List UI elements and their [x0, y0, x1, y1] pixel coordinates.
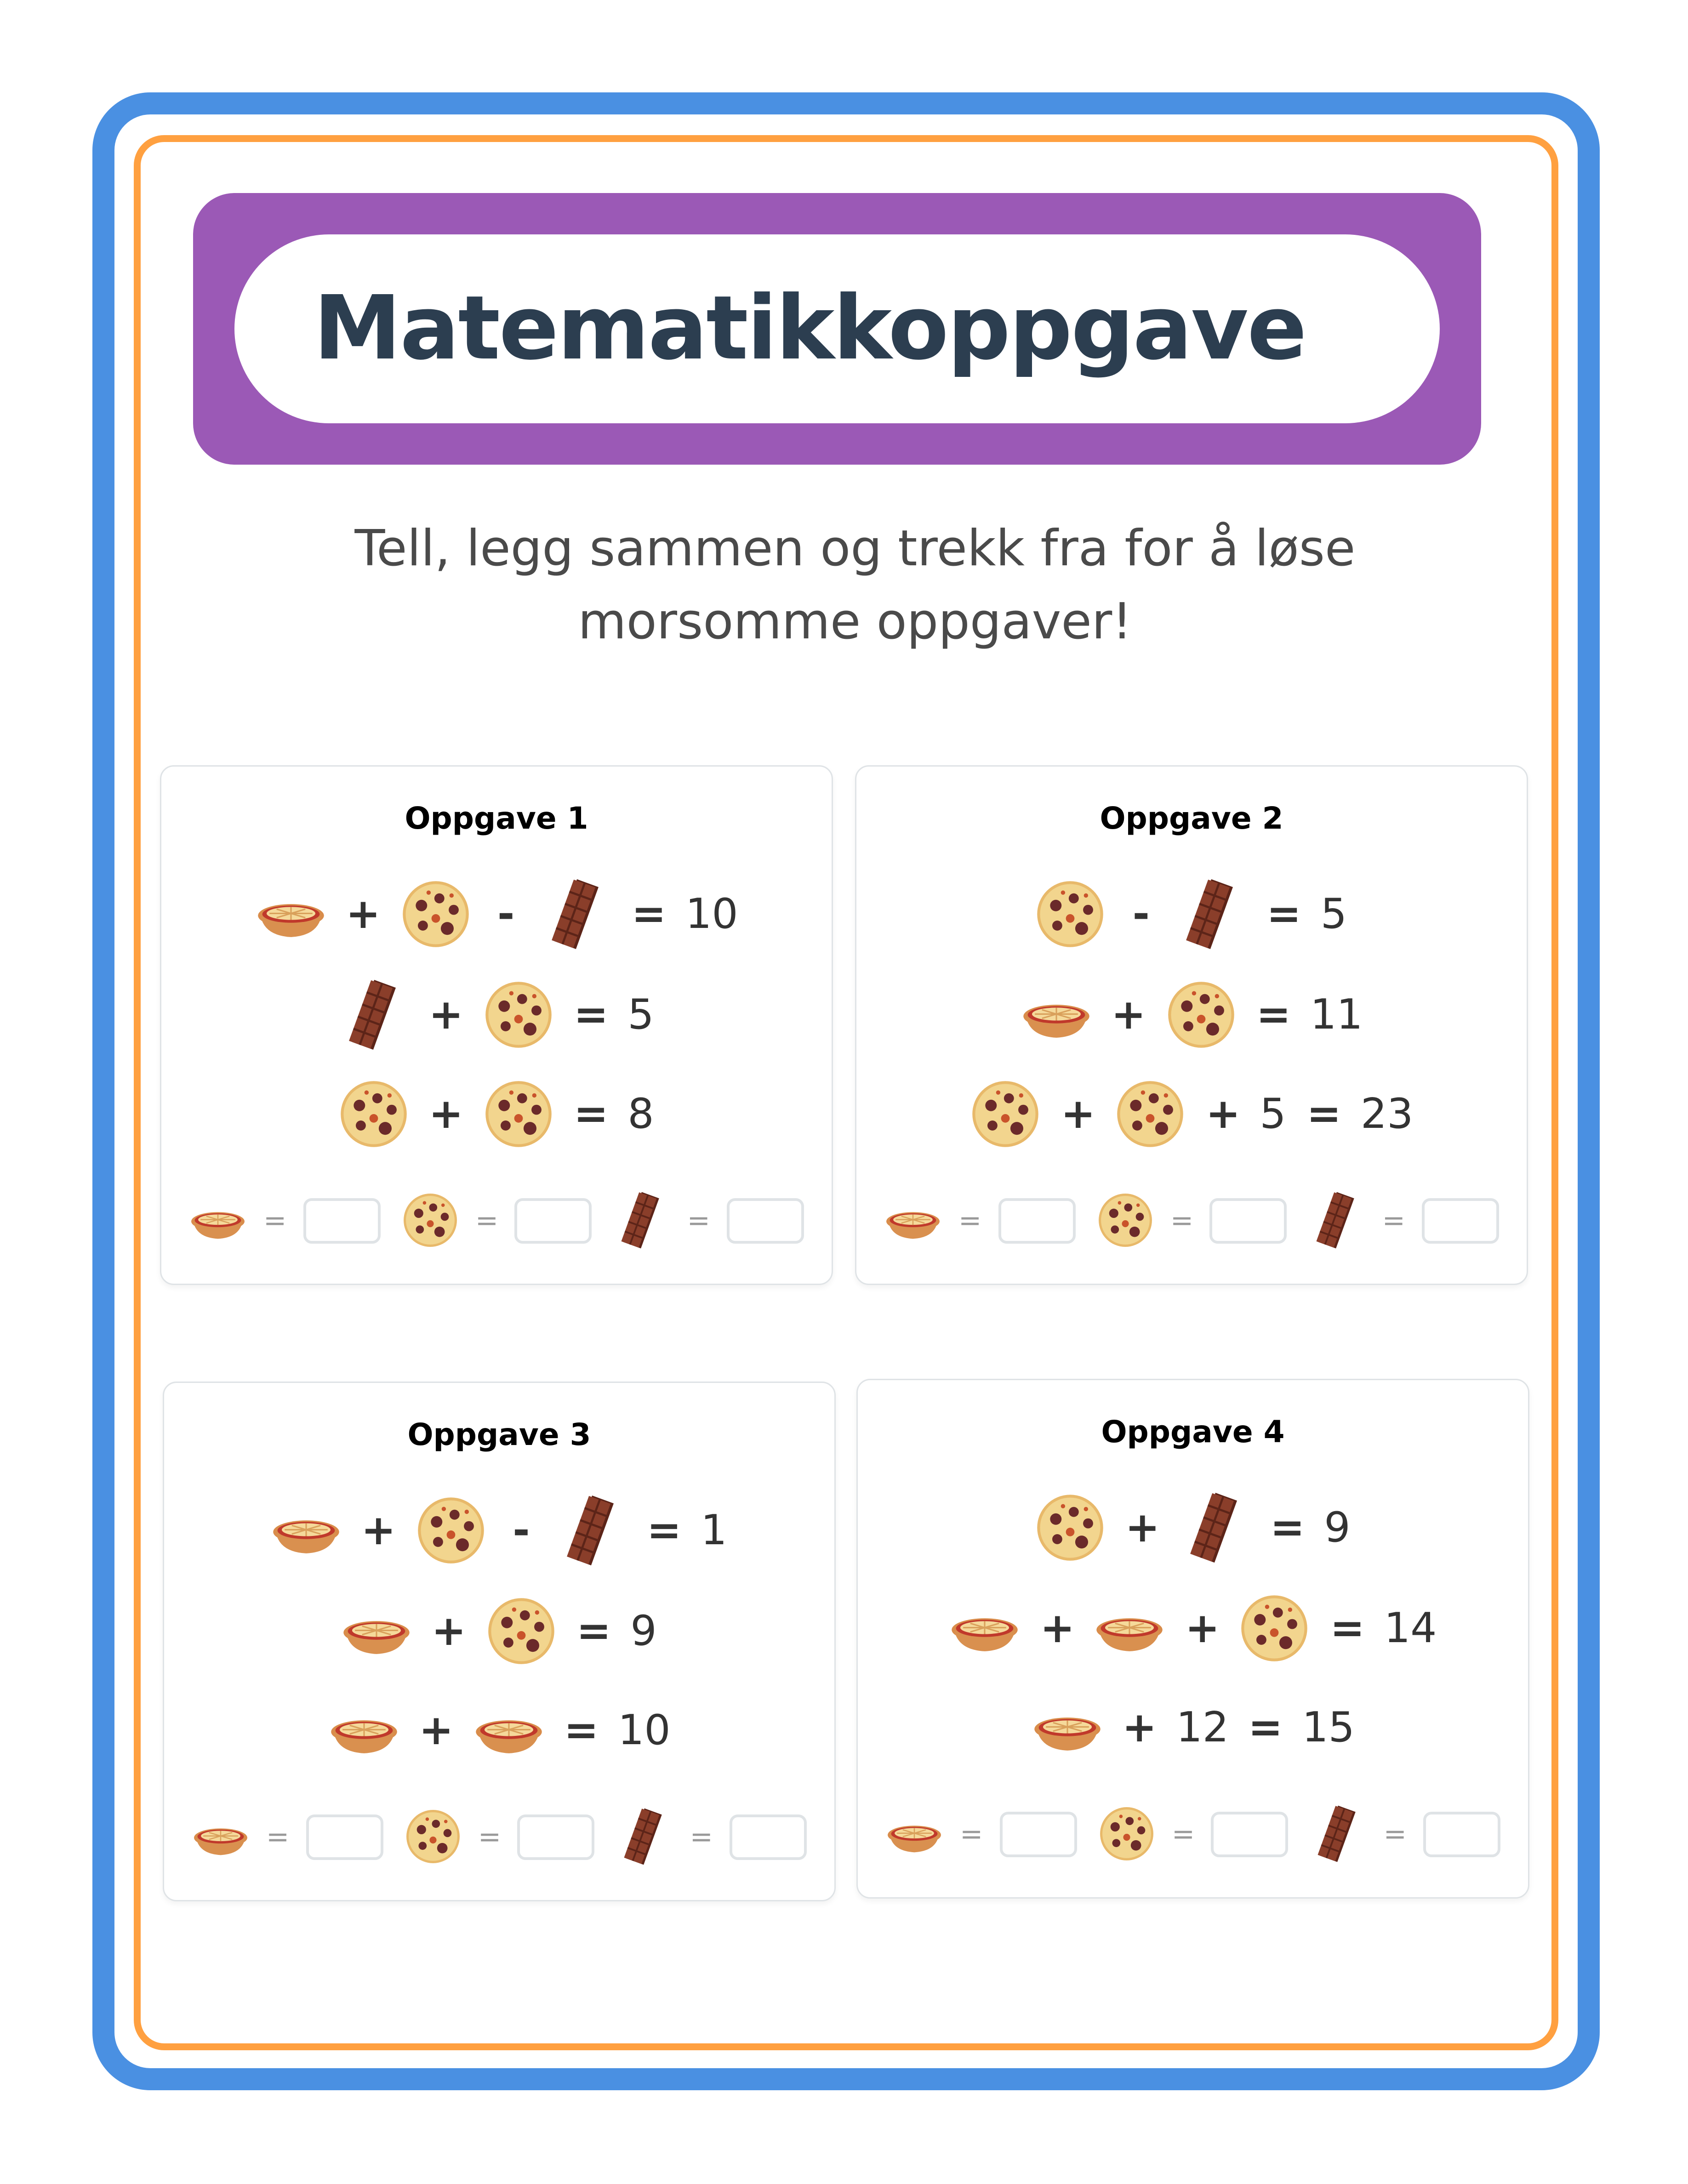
equals-sign: = — [960, 1817, 983, 1850]
equation-row — [161, 873, 832, 956]
operator: = — [631, 890, 667, 938]
equation-row — [856, 1073, 1527, 1155]
cookie-icon — [1034, 1492, 1106, 1564]
equals-sign: = — [1170, 1204, 1194, 1237]
number: 5 — [1320, 890, 1347, 938]
chocolate-bar-icon — [1175, 878, 1247, 950]
cookie-icon — [1115, 1078, 1186, 1150]
equals-sign: = — [475, 1204, 499, 1237]
operator: = — [1270, 1503, 1305, 1552]
cookie-icon — [1035, 878, 1106, 950]
answer-row — [884, 1189, 1499, 1252]
operator: + — [361, 1506, 396, 1555]
equals-sign: = — [266, 1820, 290, 1853]
pie-icon — [328, 1695, 399, 1766]
equals-sign: = — [1382, 1204, 1405, 1237]
answer-group-pie — [885, 1805, 1077, 1863]
cookie-icon — [1097, 1805, 1155, 1863]
answer-input-choc[interactable] — [730, 1814, 807, 1860]
answer-input-cookie[interactable] — [518, 1814, 595, 1860]
operator: + — [1125, 1503, 1160, 1552]
equals-sign: = — [263, 1204, 287, 1237]
subtitle-line-1: Tell, legg sammen og trekk fra for å løse — [354, 521, 1356, 578]
number: 5 — [627, 990, 654, 1039]
chocolate-bar-icon — [556, 1495, 627, 1566]
pie-icon — [255, 878, 326, 950]
number: 5 — [1260, 1090, 1286, 1138]
equation-row — [161, 973, 832, 1056]
operator: = — [1306, 1090, 1341, 1138]
equation-row — [858, 1686, 1528, 1769]
operator: = — [647, 1506, 682, 1555]
chocolate-bar-icon — [1309, 1805, 1367, 1863]
answer-input-choc[interactable] — [727, 1198, 804, 1243]
cookie-icon — [1096, 1191, 1154, 1249]
cookie-icon — [1239, 1592, 1311, 1664]
page-title: Matematikkoppgave — [313, 278, 1306, 380]
equation-row — [858, 1486, 1528, 1569]
equals-sign: = — [690, 1820, 713, 1853]
puzzle-title: Oppgave 2 — [1100, 802, 1283, 837]
answer-group-cookie — [404, 1808, 595, 1866]
answer-group-choc — [613, 1191, 804, 1249]
number: 14 — [1384, 1604, 1437, 1653]
operator: + — [1061, 1090, 1095, 1138]
answer-group-cookie — [1097, 1805, 1289, 1863]
operator: + — [428, 990, 463, 1039]
answer-input-cookie[interactable] — [1211, 1811, 1289, 1857]
cookie-icon — [483, 1078, 554, 1150]
cookie-icon — [1165, 979, 1237, 1051]
answer-input-choc[interactable] — [1422, 1198, 1499, 1243]
chocolate-bar-icon — [1308, 1191, 1366, 1249]
equals-sign: = — [1383, 1817, 1407, 1850]
pie-icon — [192, 1808, 250, 1866]
cookie-icon — [970, 1078, 1042, 1150]
number: 10 — [618, 1706, 671, 1755]
equals-sign: = — [687, 1204, 710, 1237]
pie-icon — [884, 1191, 942, 1249]
number: 10 — [685, 890, 738, 938]
equation-row — [856, 973, 1527, 1056]
cookie-icon — [415, 1495, 487, 1566]
operator: = — [564, 1706, 599, 1755]
number: 1 — [701, 1506, 727, 1555]
puzzle-title: Oppgave 1 — [405, 802, 588, 837]
answer-group-cookie — [401, 1191, 592, 1249]
cookie-icon — [401, 1191, 459, 1249]
pie-icon — [949, 1592, 1021, 1664]
equation-row — [856, 873, 1527, 956]
answer-input-pie[interactable] — [303, 1198, 380, 1243]
pie-icon — [1031, 1692, 1103, 1763]
cookie-icon — [483, 979, 554, 1051]
pie-icon — [341, 1595, 412, 1667]
pie-icon — [270, 1495, 342, 1566]
operator: = — [1248, 1703, 1283, 1752]
equation-row — [164, 1689, 834, 1772]
answer-input-cookie[interactable] — [1210, 1198, 1287, 1243]
cookie-icon — [485, 1595, 557, 1667]
operator: + — [428, 1090, 463, 1138]
operator: = — [574, 990, 609, 1039]
number: 8 — [627, 1090, 654, 1138]
answer-group-choc — [616, 1808, 807, 1866]
operator: + — [1040, 1604, 1075, 1653]
answer-group-pie — [192, 1808, 383, 1866]
operator: = — [1330, 1604, 1365, 1653]
operator: = — [1256, 990, 1291, 1039]
operator: - — [513, 1506, 530, 1555]
operator: + — [419, 1706, 454, 1755]
operator: = — [576, 1607, 611, 1655]
pie-icon — [189, 1191, 247, 1249]
puzzle-title: Oppgave 3 — [407, 1419, 591, 1453]
number: 9 — [630, 1607, 657, 1655]
answer-group-choc — [1309, 1805, 1500, 1863]
answer-group-pie — [189, 1191, 380, 1249]
answer-input-pie[interactable] — [998, 1198, 1075, 1243]
operator: = — [1266, 890, 1301, 938]
title-banner — [193, 193, 1481, 465]
operator: + — [1122, 1703, 1157, 1752]
operator: + — [346, 890, 381, 938]
pie-icon — [1094, 1592, 1166, 1664]
chocolate-bar-icon — [616, 1808, 673, 1866]
equals-sign: = — [478, 1820, 502, 1853]
chocolate-bar-icon — [613, 1191, 671, 1249]
number: 9 — [1324, 1503, 1351, 1552]
number: 11 — [1310, 990, 1363, 1039]
answer-row — [885, 1802, 1500, 1866]
operator: + — [1185, 1604, 1220, 1653]
pie-icon — [1020, 979, 1092, 1051]
equation-row — [164, 1590, 834, 1672]
cookie-icon — [400, 878, 472, 950]
pie-icon — [885, 1805, 943, 1863]
operator: - — [497, 890, 515, 938]
operator: - — [1132, 890, 1150, 938]
equation-row — [164, 1489, 834, 1572]
operator: + — [431, 1607, 466, 1655]
operator: + — [1205, 1090, 1241, 1138]
answer-group-choc — [1308, 1191, 1499, 1249]
equation-row — [161, 1073, 832, 1155]
number: 15 — [1302, 1703, 1355, 1752]
equation-row — [858, 1587, 1528, 1670]
puzzle-card-1 — [160, 765, 833, 1285]
operator: = — [574, 1090, 609, 1138]
title-pill — [234, 234, 1440, 423]
puzzle-title: Oppgave 4 — [1101, 1416, 1285, 1450]
equals-sign: = — [1171, 1817, 1195, 1850]
puzzle-card-2 — [855, 765, 1528, 1285]
pie-icon — [473, 1695, 545, 1766]
operator: + — [1111, 990, 1146, 1039]
equals-sign: = — [958, 1204, 982, 1237]
answer-input-pie[interactable] — [999, 1811, 1077, 1857]
chocolate-bar-icon — [1179, 1492, 1251, 1564]
number: 23 — [1360, 1090, 1414, 1138]
cookie-icon — [338, 1078, 410, 1150]
answer-group-cookie — [1096, 1191, 1287, 1249]
chocolate-bar-icon — [338, 979, 410, 1051]
puzzle-card-4 — [856, 1379, 1529, 1899]
answer-input-cookie[interactable] — [515, 1198, 592, 1243]
answer-row — [192, 1805, 807, 1868]
number: 12 — [1176, 1703, 1229, 1752]
subtitle-line-2: morsomme oppgaver! — [578, 594, 1132, 651]
puzzle-card-3 — [163, 1382, 836, 1901]
answer-input-choc[interactable] — [1423, 1811, 1500, 1857]
answer-group-pie — [884, 1191, 1075, 1249]
chocolate-bar-icon — [541, 878, 612, 950]
answer-row — [189, 1189, 804, 1252]
cookie-icon — [404, 1808, 462, 1866]
subtitle — [193, 513, 1517, 659]
answer-input-pie[interactable] — [306, 1814, 383, 1860]
